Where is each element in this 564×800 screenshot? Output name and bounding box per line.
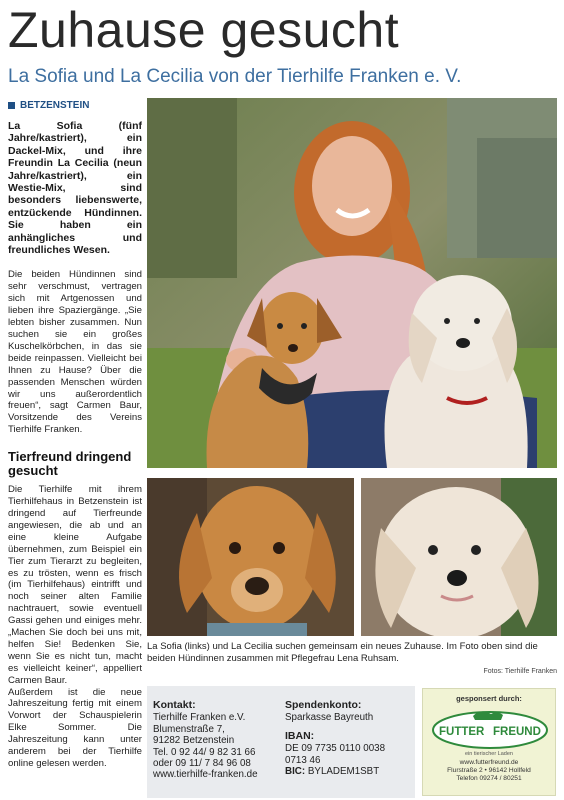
- sponsor-tagline: ein tierischer Laden: [464, 751, 513, 757]
- subheadline: La Sofia und La Cecilia von der Tierhilfe Franken e. V.: [8, 66, 462, 87]
- iban-line-2: 0713 46: [285, 754, 321, 766]
- contact-line: Blumenstraße 7,: [153, 723, 225, 735]
- sponsor-url-link[interactable]: www.futterfreund.de: [459, 759, 519, 766]
- futterfreund-logo: [431, 706, 549, 750]
- bic-label: BIC:: [285, 766, 306, 778]
- contact-phone-1: Tel. 0 92 44/ 9 82 31 66: [153, 746, 256, 758]
- body-paragraph-1: Die beiden Hündinnen sind sehr verschmust, vertragen sich mit Artgenossen und lieben ihre Spaziergänge. „Sie lebten bisher zusammen. Nun suchen sie ein großes Kuschelkörbchen, in das sie beide reinpassen. Vielleicht bei Ihnen zu Hause? Über die passenden Menschen würden wir uns außerordentlich freuen“, sagt Carmen Baur, Vorsitzende des Vereins Tierhilfe Franken.: [8, 269, 142, 436]
- photo-caption: La Sofia (links) und La Cecilia suchen gemeinsam ein neues Zuhause. Im Foto oben sind die beiden Hündinnen zusammen mit Pflegefrau Lena Ruhsam.: [147, 641, 538, 664]
- donation-bank: Sparkasse Bayreuth: [285, 712, 374, 724]
- logo-word-2: FREUND: [493, 726, 541, 738]
- lead-paragraph: La Sofia (fünf Jahre/kastriert), ein Dackel-Mix, und ihre Freundin La Cecilia (neun Jahre/kastriert), ein Westie-Mix, sind besonders liebenswerte, entzückende Hündinnen. Sie haben ein anhängliches und freundliches Wesen.: [8, 120, 142, 257]
- photo-woman-with-dogs: [147, 98, 557, 468]
- body-paragraph-2: Die Tierhilfe mit ihrem Tierhilfehaus in Betzenstein ist dringend auf Tierfreunde angewiesen, die ab und an eine kleine Aufgabe übernehmen, zum Beispiel ein Tier zum Tierarzt zu begleiten, es zu trösten, wenn es frisch (im Tierhilfehaus) eintrifft und noch seiner alten Familie nachtrauert, sowie eventuell Gassi gehen und einiges mehr. „Machen Sie doch bei uns mit, helfen Sie! Bedenken Sie, wenn Sie es nicht tun, macht es vielleicht keiner“, appelliert Carmen Baur.: [8, 484, 142, 686]
- donation-label: Spendenkonto:: [285, 699, 362, 711]
- sponsor-ad: [422, 688, 556, 796]
- iban-label: IBAN:: [285, 729, 315, 742]
- bic-value: BYLADEM1SBT: [307, 766, 380, 778]
- info-box: [147, 686, 415, 798]
- sponsor-phone: Telefon 09274 / 80251: [456, 775, 522, 782]
- section-heading: Tierfreund dringend gesucht: [8, 449, 132, 479]
- photo-la-sofia: [147, 478, 354, 636]
- contact-line: 91282 Betzenstein: [153, 735, 235, 747]
- photo-la-cecilia: [361, 478, 557, 636]
- contact-line: Tierhilfe Franken e.V.: [153, 712, 246, 724]
- photo-credit: Fotos: Tierhilfe Franken: [483, 668, 557, 675]
- dateline: [8, 100, 142, 111]
- contact-block: [153, 700, 258, 781]
- article-text-column: [8, 96, 142, 796]
- sponsor-contact: [423, 759, 555, 783]
- donation-block: [285, 700, 385, 777]
- pets-icon: [473, 711, 503, 720]
- body-paragraph-3: Außerdem ist die neue Jahreszeitung fertig mit einem Vorwort der Schauspielerin Elke Sommer. Die Jahreszeitung kann unter anderem bei der Tierhilfe online gelesen werden.: [8, 686, 142, 769]
- sponsor-address: Flurstraße 2 • 96142 Hollfeld: [447, 767, 531, 774]
- sponsor-title: gesponsert durch:: [456, 694, 522, 703]
- dateline-square-icon: [8, 102, 15, 109]
- contact-website-link[interactable]: www.tierhilfe-franken.de: [153, 769, 258, 781]
- logo-word-1: FUTTER: [439, 726, 485, 738]
- contact-phone-2: oder 09 11/ 7 84 96 08: [153, 758, 251, 770]
- contact-label: Kontakt:: [153, 699, 196, 711]
- dateline-text: BETZENSTEIN: [20, 100, 90, 111]
- iban-line-1: DE 09 7735 0110 0038: [285, 743, 386, 755]
- headline: Zuhause gesucht: [8, 2, 400, 58]
